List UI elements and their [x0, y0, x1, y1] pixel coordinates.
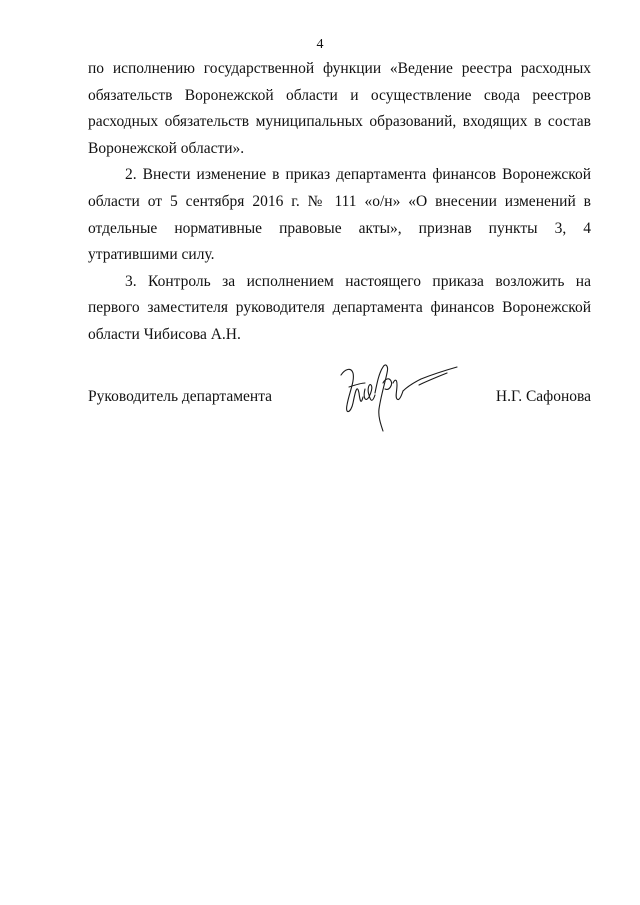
- document-body: [88, 56, 591, 349]
- paragraph-item-3: 3. Контроль за исполнением настоящего приказа возложить на первого заместителя руководителя департамента финансов Воронежской области Чибисова А.Н.: [88, 272, 591, 343]
- handwritten-signature-icon: [335, 353, 465, 435]
- signatory-name: Н.Г. Сафонова: [495, 388, 591, 405]
- signatory-position: Руководитель департамента: [88, 388, 273, 405]
- paragraph-continuation: по исполнению государственной функции «Ведение реестра расходных обязательств Воронежской области и осуществление свода реестров расходных обязательств муниципальных образований, входящих в состав Воронежской области».: [88, 60, 591, 157]
- page-number: 4: [316, 37, 324, 52]
- paragraph-item-2: 2. Внести изменение в приказ департамента финансов Воронежской области от 5 сентября 2016 г. № 111 «о/н» «О внесении изменений в отдельные нормативные правовые акты», признав пункты 3, 4 утратившими силу.: [88, 166, 591, 264]
